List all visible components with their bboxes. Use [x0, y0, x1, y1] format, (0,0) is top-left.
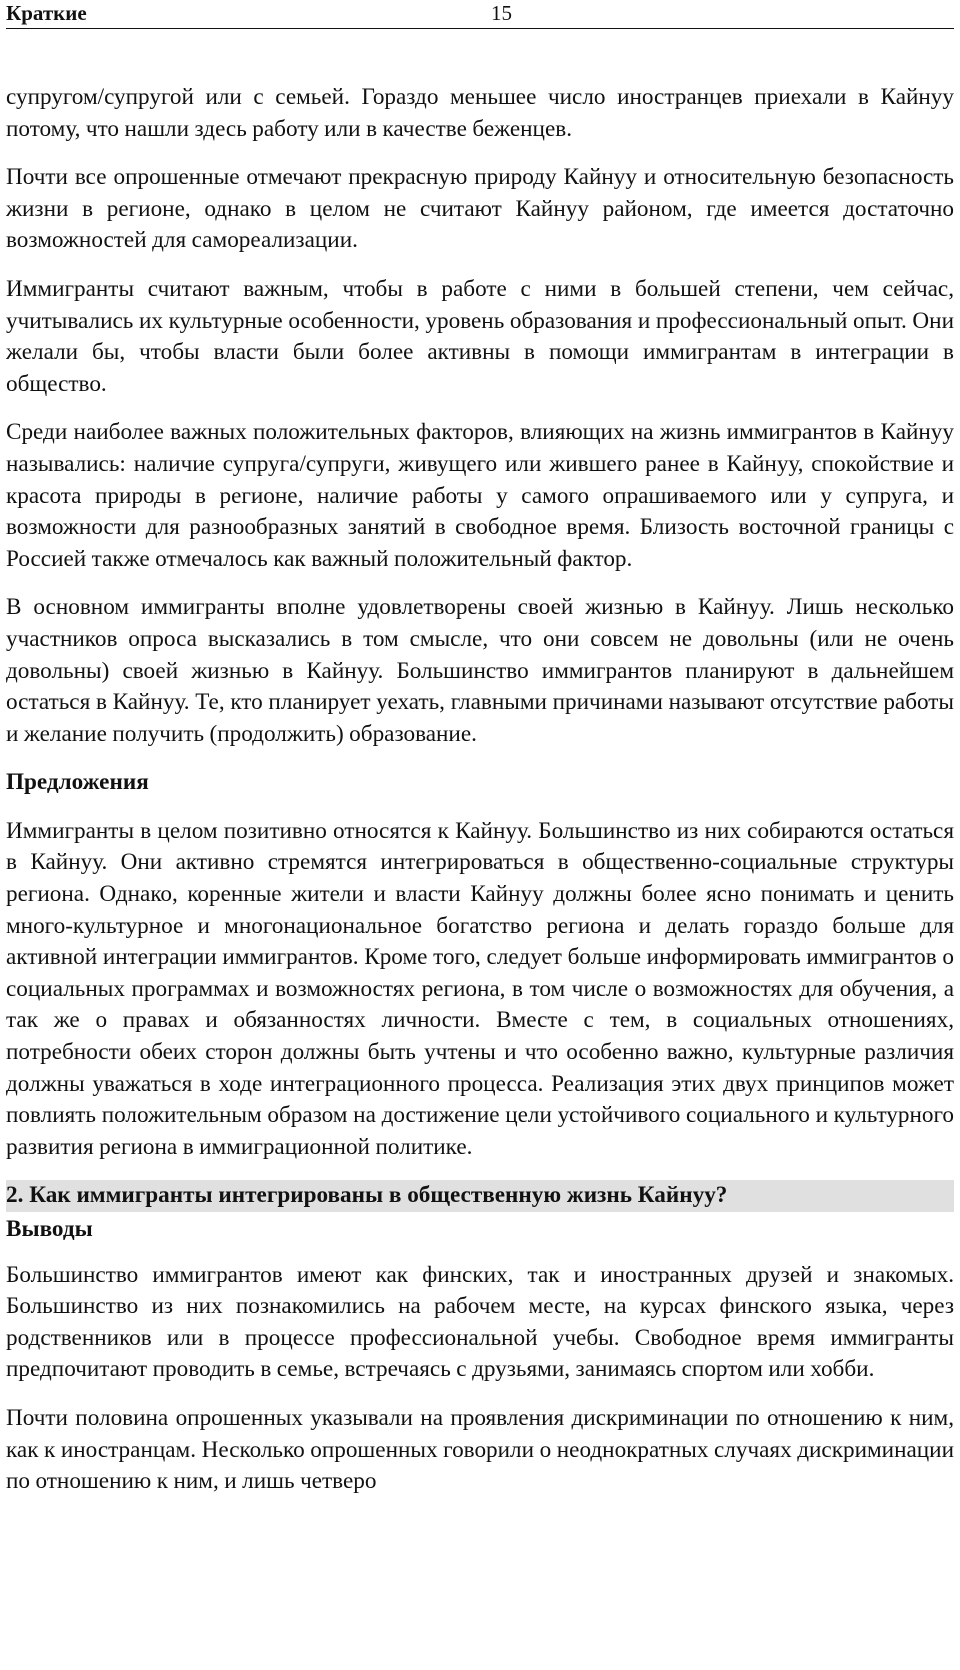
proposals-heading: Предложения — [6, 769, 149, 796]
paragraph-4: Среди наиболее важных положительных факторов, влияющих на жизнь иммигрантов в Кайнуу назывались: наличие супруга/супруги, живущего или жившего ранее в Кайнуу, спокойствие и красота природы в регионе, наличие работы у самого опрашиваемого или у супруга, и возможности для разнообразных занятий в свободное время. Близость восточной границы с Россией также отмечалось как важный положительный фактор. — [6, 419, 954, 572]
paragraph-2: Почти все опрошенные отмечают прекрасную природу Кайнуу и относительную безопасность жизни в регионе, однако в целом не считают Кайнуу районом, где имеется достаточно возможностей для самореализации. — [6, 164, 954, 254]
conclusions-heading: Выводы — [6, 1216, 93, 1242]
paragraph-6: Иммигранты в целом позитивно относятся к Кайнуу. Большинство из них собираются остаться в Кайнуу. Они активно стремятся интегрироваться в общественно-социальные структуры региона. Однако, коренные жители и власти Кайнуу должны более ясно понимать и ценить много-культурное и многонациональное богатство региона и делать гораздо больше для активной интеграции иммигрантов. Кроме того, следует больше информировать иммигрантов о социальных программах и возможностях региона, в том числе о возможностях для обучения, а так же о правах и обязанностях личности. Вместе с тем, в социальных отношениях, потребности обеих сторон должны быть учтены и что особенно важно, культурные различия должны уважаться в ходе интеграционного процесса. Реализация этих двух принципов может повлиять положительным образом на достижение цели устойчивого социального и культурного развития региона в иммиграционной политике. — [6, 817, 954, 1160]
page-number: 15 — [491, 1, 512, 25]
running-header — [6, 0, 954, 29]
section-2-heading: 2. Как иммигранты интегрированы в общественную жизнь Кайнуу? — [6, 1180, 954, 1212]
paragraph-8: Почти половина опрошенных указывали на проявления дискриминации по отношению к ним, как к иностранцам. Несколько опрошенных говорили о неоднократных случаях дискриминации по отношению к ним, и лишь четверо — [6, 1404, 954, 1495]
paragraph-7: Большинство иммигрантов имеют как финских, так и иностранных друзей и знакомых. Большинство из них познакомились на рабочем месте, на курсах финского языка, через родственников или в процессе профессиональной учебы. Свободное время иммигранты предпочитают проводить в семье, встречаясь с друзьями, занимаясь спортом или хобби. — [6, 1261, 954, 1383]
paragraph-1: супругом/супругой или с семьей. Гораздо меньшее число иностранцев приехали в Кайнуу потому, что нашли здесь работу или в качестве беженцев. — [6, 84, 954, 142]
running-header-title: Краткие — [6, 1, 87, 25]
document-body — [6, 82, 954, 1515]
paragraph-5: В основном иммигранты вполне удовлетворены своей жизнью в Кайнуу. Лишь несколько участников опроса высказались в том смысле, что они совсем не довольны (или не очень довольны) своей жизнью в Кайнуу. Большинство иммигрантов планируют в дальнейшем остаться в Кайнуу. Те, кто планирует уехать, главными причинами называют отсутствие работы и желание получить (продолжить) образование. — [6, 594, 954, 747]
paragraph-3: Иммигранты считают важным, чтобы в работе с ними в большей степени, чем сейчас, учитывались их культурные особенности, уровень образования и профессиональный опыт. Они желали бы, чтобы власти были более активны в помощи иммигрантам в интеграции в общество. — [6, 275, 954, 397]
